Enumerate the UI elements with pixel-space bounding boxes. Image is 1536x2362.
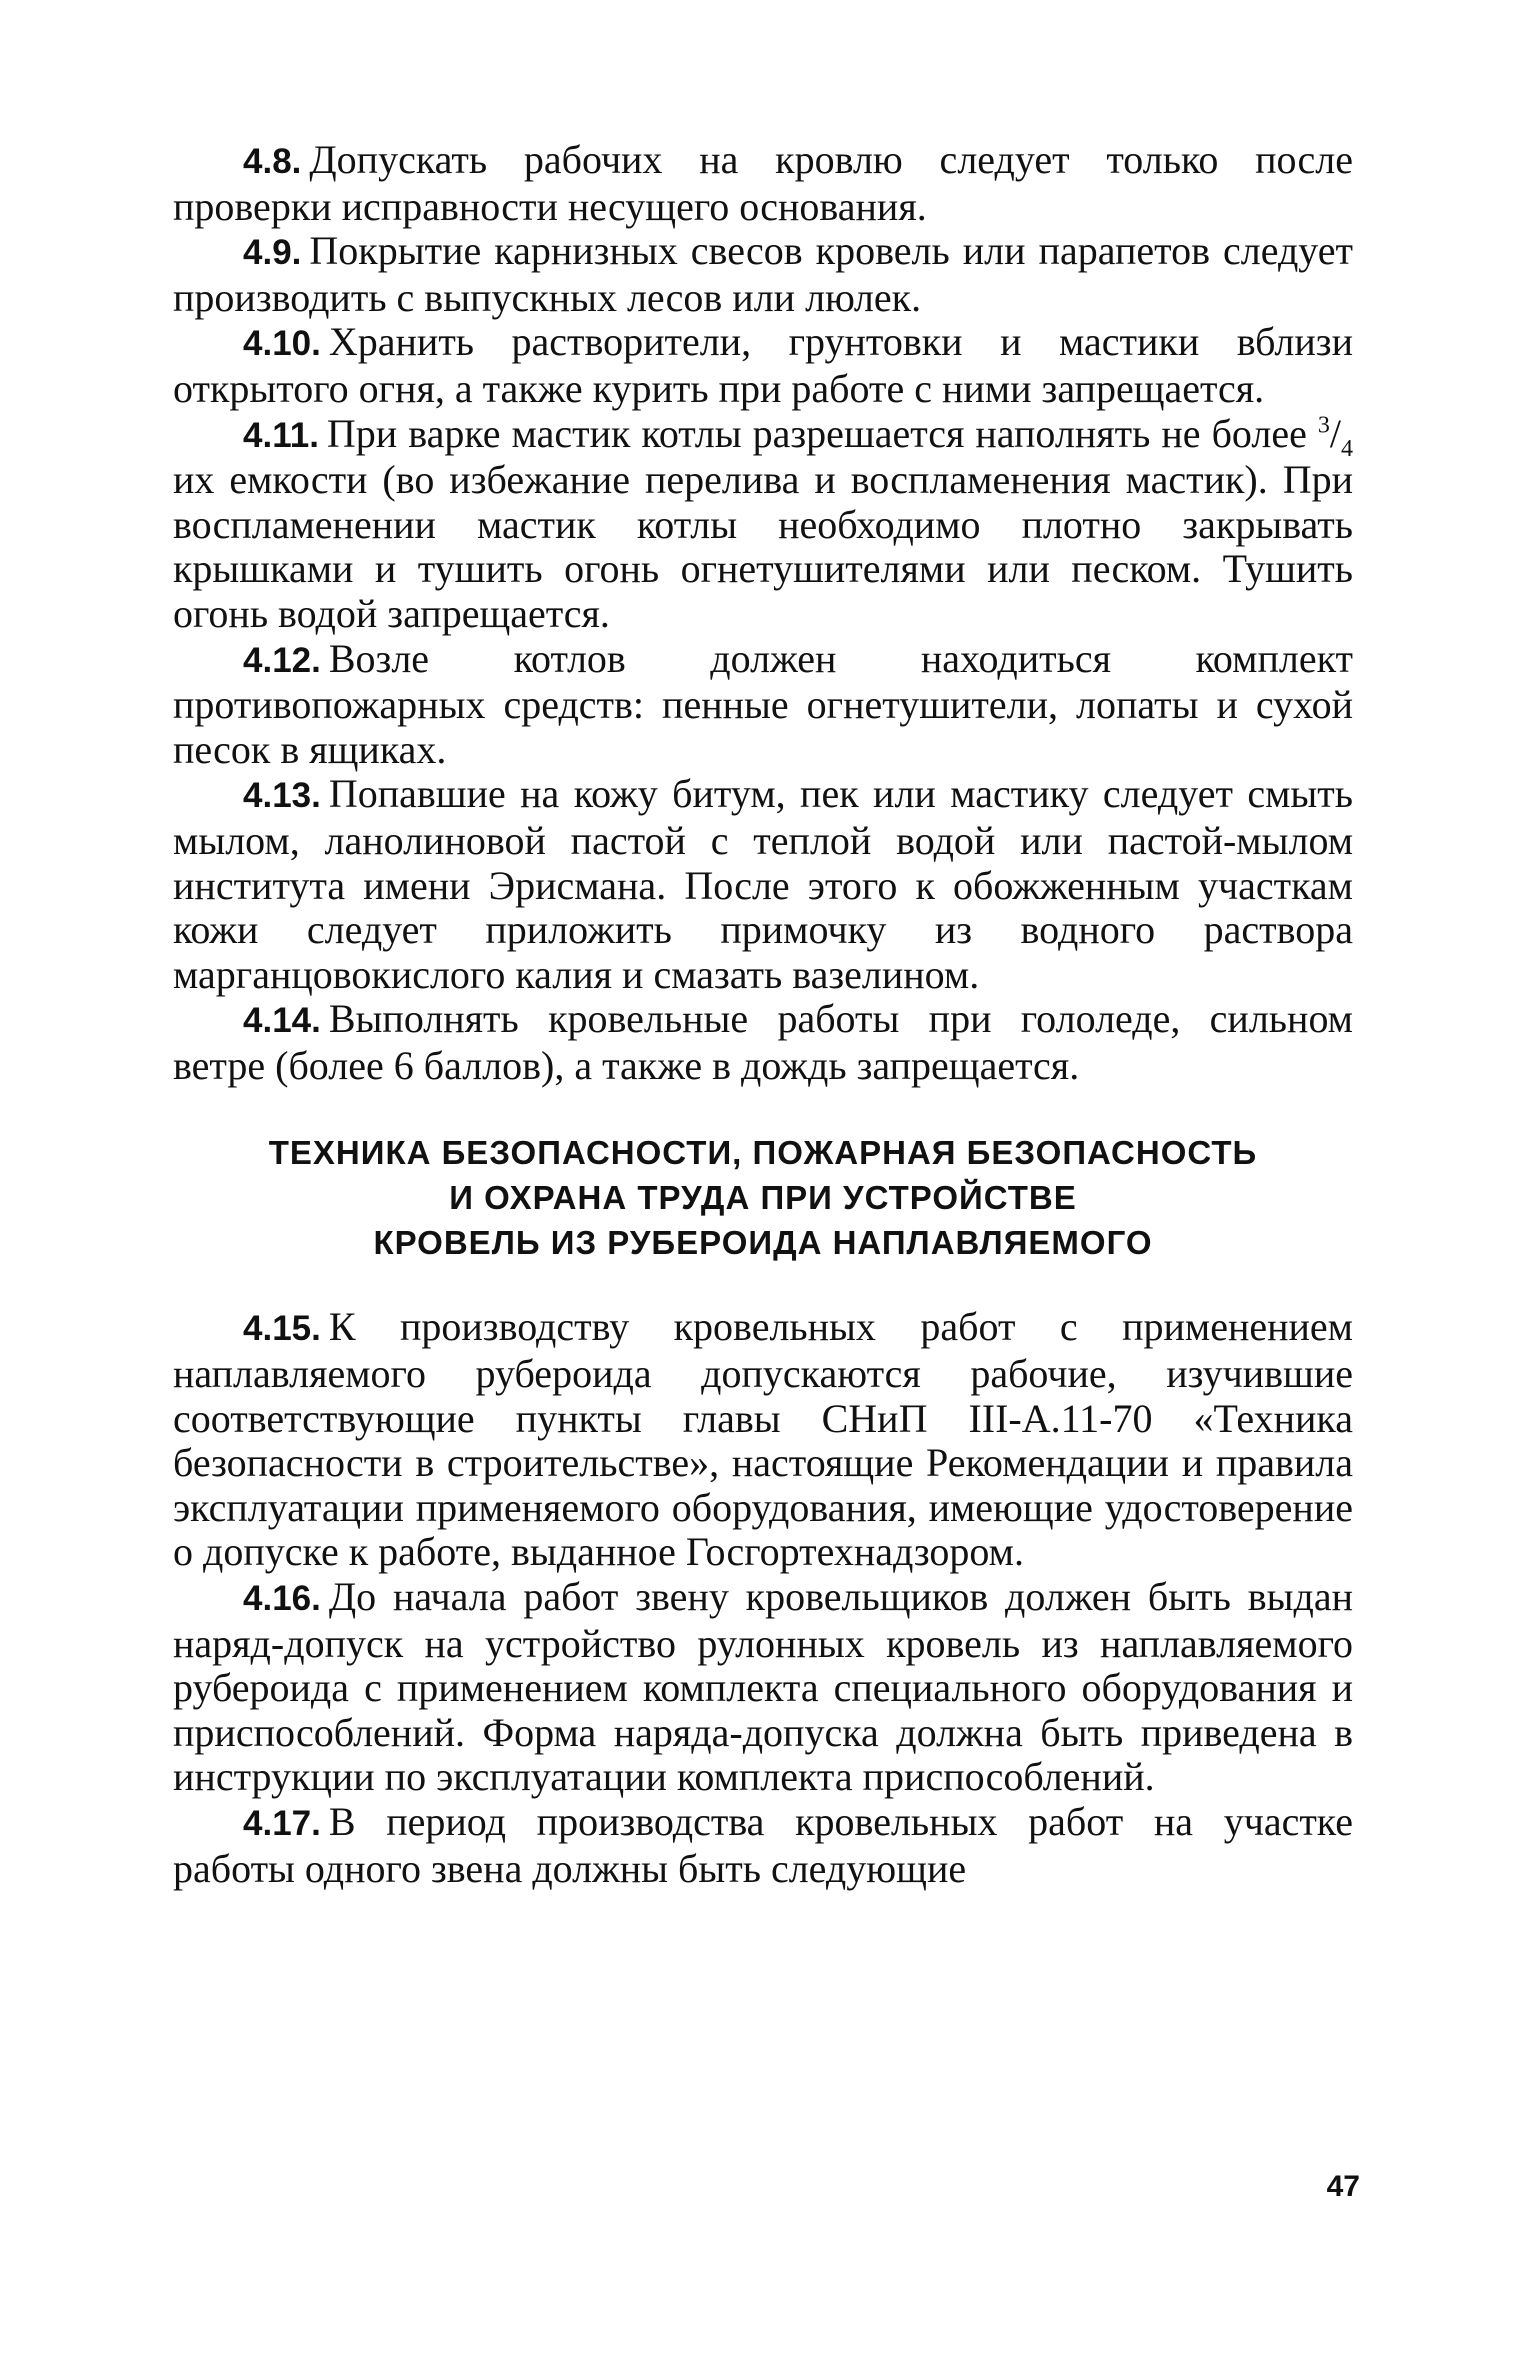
paragraph-number: 4.11. xyxy=(243,415,319,455)
paragraph-4-17 xyxy=(173,1800,1353,1891)
fraction-numerator: 3 xyxy=(1317,412,1330,439)
paragraph-4-15 xyxy=(173,1305,1353,1575)
paragraph-number: 4.14. xyxy=(243,1001,321,1041)
paragraph-4-16 xyxy=(173,1575,1353,1800)
fraction-separator: / xyxy=(1329,410,1341,456)
paragraph-text: В период производства кровельных работ на участке работы одного звена должны быть следующие xyxy=(173,1799,1353,1891)
paragraph-4-12 xyxy=(173,637,1353,773)
paragraph-text: Хранить растворители, грунтовки и мастики вблизи открытого огня, а также курить при работе с ними запрещается. xyxy=(173,319,1353,411)
paragraph-4-9 xyxy=(173,229,1353,320)
paragraph-text: Выполнять кровельные работы при гололеде, сильном ветре (более 6 баллов), а также в дождь запрещается. xyxy=(173,996,1353,1088)
paragraph-text: Возле котлов должен находиться комплект противопожарных средств: пенные огнетушители, лопаты и сухой песок в ящиках. xyxy=(173,635,1353,772)
page-number: 47 xyxy=(1326,2170,1360,2203)
paragraph-text: До начала работ звену кровельщиков должен быть выдан наряд-допуск на устройство рулонных кровель из наплавляемого рубероида с применением комплекта специального оборудования и приспособлений. Форма наряда-допуска должна быть приведена в инструкции по эксплуатации комплекта приспособлений. xyxy=(173,1574,1353,1800)
paragraph-number: 4.17. xyxy=(243,1804,321,1843)
paragraph-4-8 xyxy=(173,138,1353,229)
paragraph-number: 4.9. xyxy=(243,233,302,273)
page-content xyxy=(173,138,1353,1891)
paragraph-number: 4.16. xyxy=(243,1579,321,1619)
paragraph-text: Покрытие карнизных свесов кровель или парапетов следует производить с выпускных лесов или люлек. xyxy=(173,228,1353,320)
paragraph-number: 4.10. xyxy=(243,324,321,364)
paragraph-text: К производству кровельных работ с применением наплавляемого рубероида допускаются рабочие, изучившие соответствующие пункты главы СНиП III-А.11-70 «Техника безопасности в строительстве», настоящие Рекомендации и правила эксплуатации применяемого оборудования, имеющие удостоверение о допуске к работе, выданное Госгортехнадзором. xyxy=(173,1304,1353,1575)
heading-line: КРОВЕЛЬ ИЗ РУБЕРОИДА НАПЛАВЛЯЕМОГО xyxy=(373,1224,1153,1262)
paragraph-text: их емкости (во избежание перелива и воспламенения мастик). При воспламенении мастик котлы необходимо плотно закрывать крышками и тушить огонь огнетушителями или песком. Тушить огонь водой запрещается. xyxy=(173,457,1353,636)
paragraph-text: При варке мастик котлы разрешается наполнять не более xyxy=(326,410,1318,456)
section-heading xyxy=(173,1130,1353,1265)
paragraph-4-10 xyxy=(173,320,1353,411)
paragraph-4-11 xyxy=(173,412,1353,637)
paragraph-number: 4.13. xyxy=(243,776,321,816)
paragraph-text: Допускать рабочих на кровлю следует только после проверки исправности несущего основания. xyxy=(173,137,1353,229)
heading-line: И ОХРАНА ТРУДА ПРИ УСТРОЙСТВЕ xyxy=(449,1179,1077,1217)
paragraph-number: 4.8. xyxy=(243,142,302,181)
heading-line: ТЕХНИКА БЕЗОПАСНОСТИ, ПОЖАРНАЯ БЕЗОПАСНОСТЬ xyxy=(268,1134,1258,1172)
paragraph-4-13 xyxy=(173,772,1353,997)
paragraph-number: 4.15. xyxy=(243,1309,321,1349)
paragraph-text: Попавшие на кожу битум, пек или мастику следует смыть мылом, ланолиновой пастой с теплой водой или пастой-мылом института имени Эрисмана. После этого к обожженным участкам кожи следует приложить примочку из водного раствора марганцовокислого калия и смазать вазелином. xyxy=(173,771,1353,997)
paragraph-4-14 xyxy=(173,997,1353,1088)
fraction-denominator: 4 xyxy=(1341,435,1353,462)
paragraph-number: 4.12. xyxy=(243,640,321,680)
